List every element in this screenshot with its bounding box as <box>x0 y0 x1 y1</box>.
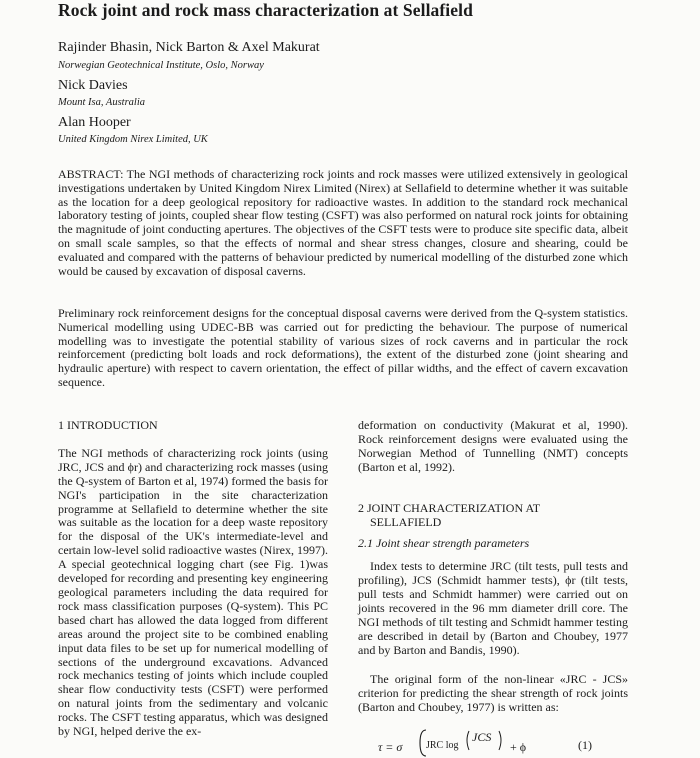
intro-continuation: deformation on conductivity (Makurat et al, 1990). Rock reinforcement designs were evaluated using the Norwegian Method of Tunnelling (NMT) concepts (Barton et al, 1992). <box>358 418 628 474</box>
abstract: ABSTRACT: The NGI methods of characterizing rock joints and rock masses were utilized extensively in geological investigations undertaken by United Kingdom Nirex Limited (Nirex) at Sellafield to determine whether it was suitable as the location for a deep geological repository for radioactive wastes. In addition to the standard rock mechanical laboratory testing of joints, coupled shear flow testing (CSFT) was also performed on natural rock joints for obtaining the magnitude of joint conducting apertures. The objectives of the CSFT tests were to produce site specific data, albeit on small scale samples, so that the effects of normal and shear stress changes, closure and shearing, could be evaluated and compared with the patterns of behaviour predicted by numerical modelling of the disturbed zone which would be caused by excavation of disposal caverns. <box>58 167 628 278</box>
joint-index-paragraph: Index tests to determine JRC (tilt tests, pull tests and profiling), JCS (Schmidt hammer tests), ϕr (tilt tests, pull tests and Schmidt hammer) were carried out on joints recovered in the 96 mm diameter drill core. The NGI methods of tilt testing and Schmidt hammer testing are described in detail by (Barton and Choubey, 1977 and by Barton and Bandis, 1990). <box>358 559 628 657</box>
affiliation-3: United Kingdom Nirex Limited, UK <box>58 134 208 145</box>
affiliation-1: Norwegian Geotechnical Institute, Oslo, Norway <box>58 60 264 71</box>
intro-paragraph: The NGI methods of characterizing rock joints (using JRC, JCS and ϕr) and characterizing rock masses (using the Q-system of Barton et al, 1974) formed the basis for NGI's participation in the site characterization programme at Sellafield to determine whether the site was suitable as the location for a deep waste repository for the disposal of the UK's intermediate-level and certain low-level solid radioactive wastes (Nirex, 1997). A special geotechnical logging chart (see Fig. 1)was developed for recording and presenting key engineering geological parameters including the data required for rock mass classification purposes (Q-system). This PC based chart has allowed the data logged from different areas around the project site to be combined enabling input data files to be set up for numerical modelling of sections of the underground excavations. Advanced rock mechanics testing of joints which include coupled shear flow conductivity tests (CSFT) were performed on natural joints from the sedimentary and volcanic rocks. The CSFT testing apparatus, which was designed by NGI, helped derive the ex- <box>58 445 328 739</box>
equation-fraction-numerator: JCS <box>472 730 492 744</box>
equation-number: (1) <box>578 738 592 752</box>
affiliation-2: Mount Isa, Australia <box>58 97 146 108</box>
author-line-2: Nick Davies <box>58 78 128 93</box>
equation-lhs: τ = σ <box>378 740 403 754</box>
section-2-heading-line-1: 2 JOINT CHARACTERIZATION AT <box>358 500 541 515</box>
fraction-paren-icon <box>464 728 504 758</box>
left-column <box>58 419 328 739</box>
equation-jrc: JRC log <box>426 740 459 751</box>
paper-title: Rock joint and rock mass characterization at Sellafield <box>58 0 473 20</box>
author-line-1: Rajinder Bhasin, Nick Barton & Axel Makurat <box>58 40 320 55</box>
criterion-paragraph: The original form of the non-linear «JRC - JCS» criterion for predicting the shear strength of rock joints (Barton and Choubey, 1977) is written as: <box>358 671 628 714</box>
subsection-2-1-heading: 2.1 Joint shear strength parameters <box>358 536 530 551</box>
section-1-heading: 1 INTRODUCTION <box>58 418 158 432</box>
section-2-heading-line-2: SELLAFIELD <box>370 514 442 529</box>
right-column <box>358 419 628 714</box>
abstract-continued: Preliminary rock reinforcement designs for the conceptual disposal caverns were derived from the Q-system statistics. Numerical modelling using UDEC-BB was carried out for predicting the behaviour. The purpose of numerical modelling was to investigate the potential stability of various sizes of rock caverns and in particular the rock reinforcement (predicting bolt loads and rock deformations), the extent of the disturbed zone (joint shearing and hydraulic aperture) with respect to cavern orientation, the effect of pillar widths, and the effect of cavern excavation sequence. <box>58 306 628 389</box>
equation-1 <box>368 728 618 758</box>
section-2-heading <box>358 502 628 530</box>
equation-plus-phi: + ϕ <box>510 740 527 754</box>
author-line-3: Alan Hooper <box>58 115 131 130</box>
